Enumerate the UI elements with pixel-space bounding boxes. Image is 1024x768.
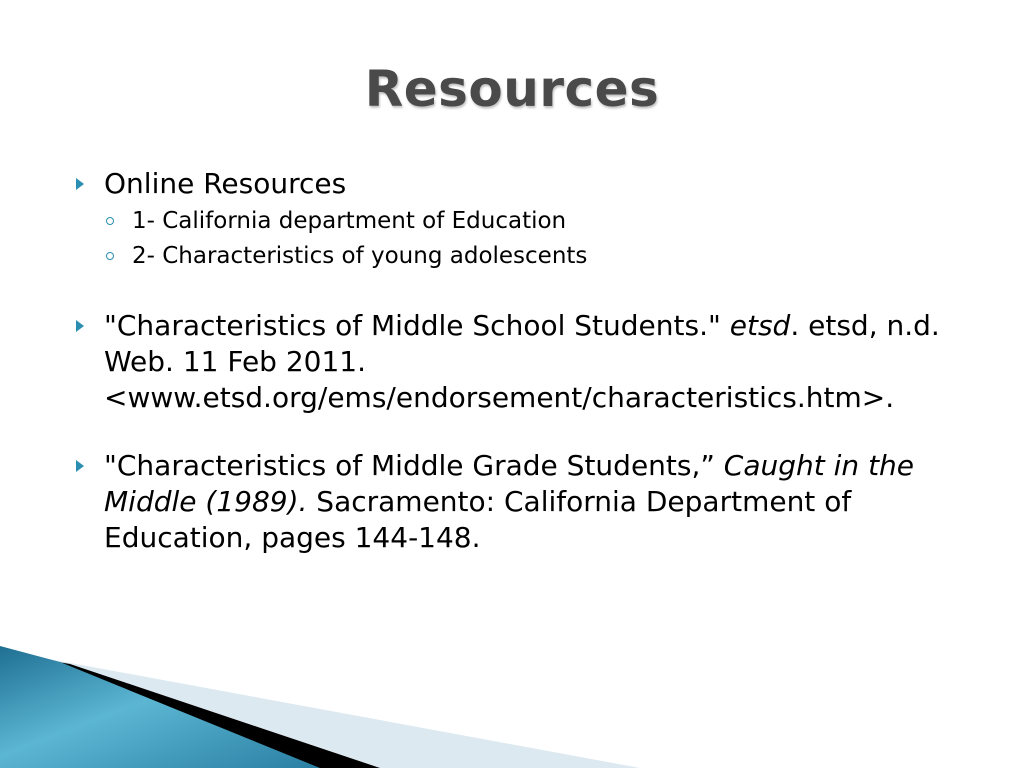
citation-italic: etsd [729,309,791,342]
citation-text: Sacramento: California Department of Education, pages 144-148. [104,485,852,554]
citation-text: . etsd, n.d. Web. 11 Feb 2011. <www.etsd.org/ems/endorsement/characteristics.htm>. [104,309,940,414]
sub-item-text: 2- Characteristics of young adolescents [132,243,588,269]
citation-italic: Caught in the Middle (1989). [104,449,915,518]
citation-text: "Characteristics of Middle Grade Students,” [104,449,724,482]
slide-title: Resources [364,60,660,118]
bullet-text: Online Resources [104,167,347,200]
citation-text: "Characteristics of Middle School Students." [104,309,730,342]
sub-item-text: 1- California department of Education [132,208,567,234]
